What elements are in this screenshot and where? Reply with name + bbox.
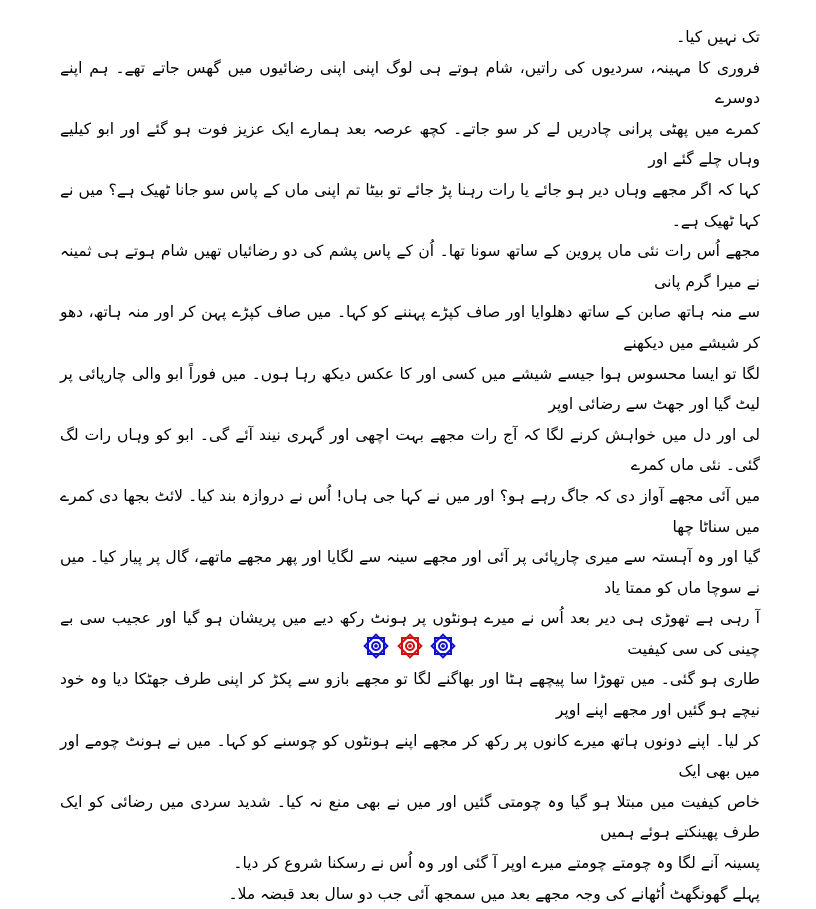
text-line-12: طاری ہو گئی۔ میں تھوڑا سا پیچھے ہٹا اور بھاگنے لگا تو مجھے بازو سے پکڑ کر اپنی طرف جھٹکا دیا وہ خود نیچے ہو گئیں اور مجھے اپنے اوپر [60, 670, 760, 720]
text-line-1: تک نہیں کیا۔ [676, 28, 760, 46]
text-line-5: مجھے اُس رات نئی ماں پروین کے ساتھ سونا تھا۔ اُن کے پاس پشم کی دو رضائیاں تھیں شام ہوتے ہی ثمینہ نے میرا گرم پانی [60, 242, 760, 291]
star-ornament-icon [362, 632, 390, 660]
text-line-6: سے منہ ہاتھ صابن کے ساتھ دھلوایا اور صاف کپڑے پہننے کو کہا۔ میں صاف کپڑے پہن کر اور منہ ہاتھ، دھو کر شیشے میں دیکھنے [60, 303, 760, 352]
text-line-10: گیا اور وہ آہستہ سے میری چارپائی پر آئی اور مجھے سینہ سے لگایا اور پھر مجھے ماتھے، گال پر پیار کیا۔ میں نے سوچا ماں کو ممتا یاد [60, 548, 760, 597]
story-text [60, 22, 760, 909]
star-ornament-icon [396, 632, 424, 660]
decorative-ornaments [362, 630, 457, 662]
text-line-9: میں آئی مجھے آواز دی کہ جاگ رہے ہو؟ اور میں نے کہا جی ہاں! اُس نے دروازہ بند کیا۔ لائٹ بجھا دی کمرے میں سناٹا چھا [60, 486, 760, 536]
text-line-2: فروری کا مہینہ، سردیوں کی راتیں، شام ہوتے ہی لوگ اپنی اپنی رضائیوں میں گھس جاتے تھے۔ ہم اپنے دوسرے [60, 58, 760, 108]
text-line-14: خاص کیفیت میں مبتلا ہو گیا وہ چومتی گئیں اور میں نے بھی منع نہ کیا۔ شدید سردی میں رضائی کو ایک طرف پھینکتے ہوئے ہمیں [60, 792, 760, 842]
document-page [60, 22, 760, 909]
text-line-15: پسینہ آنے لگا وہ چومتے چومتے میرے اوپر آ گئی اور وہ اُس نے رسکنا شروع کر دیا۔ [233, 854, 760, 873]
text-line-16: پہلے گھونگھٹ اُٹھانے کی وجہ مجھے بعد میں سمجھ آئی جب دو سال بعد قبضہ ملا۔ [228, 884, 760, 903]
text-line-7: لگا تو ایسا محسوس ہوا جیسے شیشے میں کسی اور کا عکس دیکھ رہا ہوں۔ میں فوراً ابو والی چارپائی پر لیٹ گیا اور جھٹ سے رضائی اوپر [60, 364, 760, 414]
text-line-8: لی اور دل میں خواہش کرنے لگا کہ آج رات مجھے بہت اچھی اور گہری نیند آئے گی۔ ابو کو وہاں رات لگ گئی۔ نئی ماں کمرے [60, 425, 760, 475]
text-line-13: کر لیا۔ اپنے دونوں ہاتھ میرے کانوں پر رکھ کر مجھے اپنے ہونٹوں کو چوسنے کو کہا۔ میں نے ہونٹ چومے اور میں بھی ایک [60, 731, 760, 781]
star-ornament-icon [429, 632, 457, 660]
text-line-3: کمرے میں پھٹی پرانی چادریں لے کر سو جاتے۔ کچھ عرصہ بعد ہمارے ایک عزیز فوت ہو گئے اور ابو کیلیے وہاں چلے گئے اور [60, 119, 760, 169]
text-line-11: آ رہی ہے تھوڑی ہی دیر بعد اُس نے میرے ہونٹوں پر ہونٹ رکھ دیے میں پریشان ہو گیا اور عجیب سی بے چینی کی سی کیفیت [60, 609, 760, 658]
text-line-4: کہا کہ اگر مجھے وہاں دیر ہو جائے یا رات رہنا پڑ جائے تو بیٹا تم اپنی ماں کے پاس سو جانا ٹھیک ہے؟ میں نے کہا ٹھیک ہے۔ [60, 180, 760, 230]
